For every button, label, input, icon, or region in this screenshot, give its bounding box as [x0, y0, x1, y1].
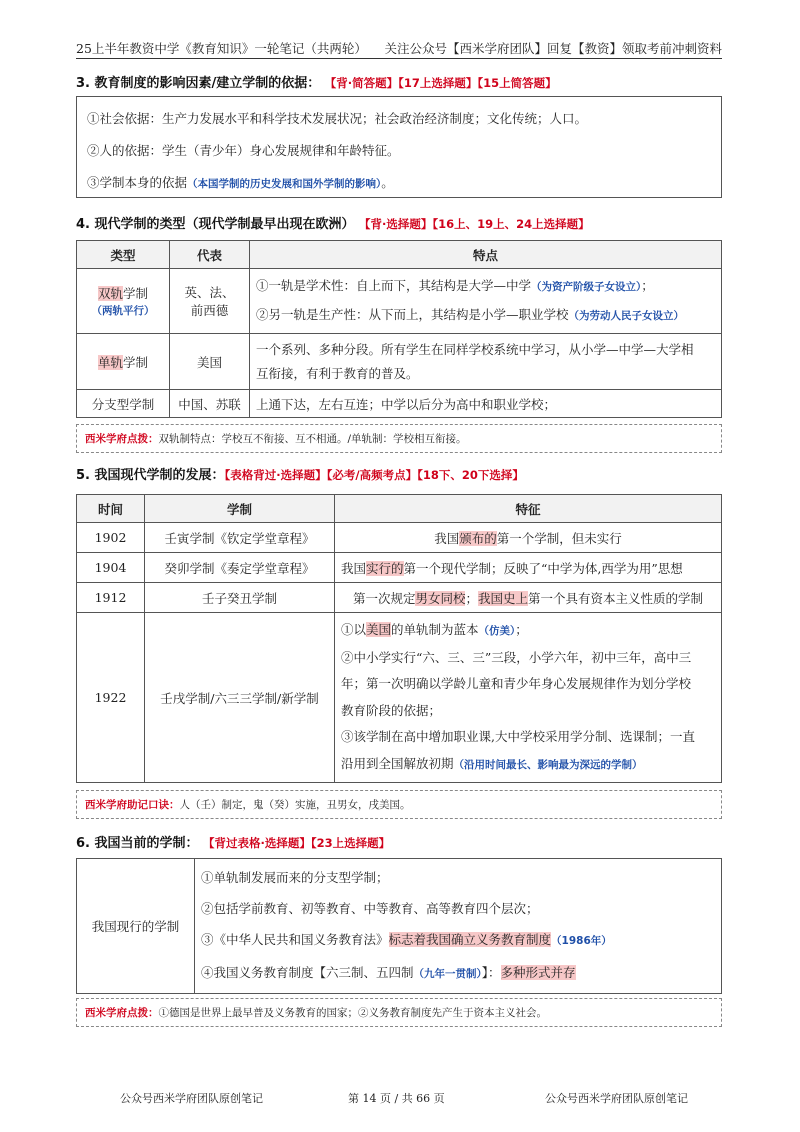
s5-r2-f2: 第一个现代学制；反映了“中学为体,西学为用”思想 — [403, 560, 683, 576]
s5-r2-feat — [335, 553, 722, 583]
s4-r1a2: （两轨平行） — [91, 305, 155, 317]
s4-r3-type: 分支型学制 — [77, 390, 170, 418]
s5-r4-sys: 壬戌学制/六三三学制/新学制 — [145, 613, 335, 783]
s5-r2-sys: 癸卯学制《奏定学堂章程》 — [145, 553, 335, 583]
s4-r2a: 学制 — [123, 354, 149, 370]
s5-note-text: 人（壬）制定，鬼（癸）实施，丑男女，戌美国。 — [179, 799, 411, 811]
s6-l1: ①单轨制发展而来的分支型学制； — [201, 870, 389, 885]
s3-box — [76, 96, 722, 198]
s5-h1: 时间 — [77, 495, 145, 523]
s5-r4f4: 教育阶段的依据； — [341, 702, 442, 718]
s5-r3-sys: 壬子癸丑学制 — [145, 583, 335, 613]
s6-l4n: （九年一贯制） — [413, 968, 482, 980]
s4-h2: 代表 — [170, 241, 250, 269]
s5-r4f1b: 的单轨制为蓝本 — [391, 622, 479, 637]
s5-r3-f2: ； — [465, 590, 478, 606]
s4-r2-feat — [250, 334, 722, 390]
s6-note-key: 西米学府点拨： — [85, 1007, 159, 1019]
s6-right — [195, 859, 722, 994]
s4-r1-type — [77, 269, 170, 334]
s4-note-text: 双轨制特点：学校互不衔接、互不相通。/单轨制：学校相互衔接。 — [158, 433, 467, 445]
s5-r1-feat — [335, 523, 722, 553]
s4-r2c1: 一个系列、多种分段。所有学生在同样学校系统中学习，从小学—中学—大学相 — [256, 341, 694, 357]
s6-note — [76, 998, 722, 1027]
s3-line2: ②人的依据：学生（青少年）身心发展规律和年龄特征。 — [87, 143, 400, 158]
s4-h3: 特点 — [250, 241, 722, 269]
s3-tag: 【背·简答题】【17上选择题】【15上简答题】 — [324, 76, 557, 90]
s4-r3-rep: 中国、苏联 — [170, 390, 250, 418]
s5-r2-f1: 我国 — [341, 560, 367, 576]
s3-title-text: 3. 教育制度的影响因素/建立学制的依据： — [76, 76, 321, 91]
s6-tag: 【背过表格·选择题】【23上选择题】 — [203, 836, 391, 850]
s5-r4f1c: ； — [515, 622, 528, 637]
s5-r4f1n: （仿美） — [478, 625, 516, 637]
header-left: 25上半年教资中学《教育知识》一轮笔记（共两轮） — [76, 41, 367, 56]
section-4-title — [76, 213, 590, 232]
s5-r3-hl2: 我国史上 — [478, 590, 529, 606]
s5-r4-time: 1922 — [77, 613, 145, 783]
s4-r2-type — [77, 334, 170, 390]
s5-note — [76, 790, 722, 819]
s6-l3n: （1986年） — [551, 935, 612, 947]
s5-r3-f1: 第一次规定 — [352, 590, 416, 606]
s5-r4f2: ②中小学实行“六、三、三”三段，小学六年，初中三年，高中三 — [341, 649, 692, 665]
footer-right: 公众号西米学府团队原创笔记 — [545, 1092, 688, 1105]
s4-r1c2n: （为劳动人民子女设立） — [568, 310, 685, 322]
s5-r1-sys: 壬寅学制《钦定学堂章程》 — [145, 523, 335, 553]
s5-h3: 特征 — [335, 495, 722, 523]
s5-r4f1a: ①以 — [341, 622, 367, 637]
section-6-title — [76, 832, 390, 851]
s6-l3h: 标志着我国确立义务教育制度 — [388, 932, 552, 947]
s6-l4a: ④我国义务教育制度【六三制、五四制 — [201, 965, 414, 980]
s4-note — [76, 424, 722, 453]
s4-title-text: 4. 现代学制的类型（现代学制最早出现在欧洲） — [76, 217, 355, 232]
s4-r1c1: ①一轨是学术性：自上而下，其结构是大学—中学 — [256, 278, 532, 293]
s5-r1-hl: 颁布的 — [459, 530, 497, 546]
s5-h2: 学制 — [145, 495, 335, 523]
footer-left: 公众号西米学府团队原创笔记 — [120, 1092, 263, 1105]
s4-r1a: 学制 — [123, 286, 149, 301]
s4-r1c1e: ； — [641, 278, 654, 293]
s6-left: 我国现行的学制 — [77, 859, 195, 994]
s3-l3b: （本国学制的历史发展和国外学制的影响） — [187, 178, 382, 190]
s5-table — [76, 494, 722, 783]
page-header — [76, 36, 722, 59]
s5-r3-hl: 男女同校 — [415, 590, 466, 606]
s5-title-text: 5. 我国现代学制的发展： — [76, 468, 225, 483]
s5-r2-hl: 实行的 — [366, 560, 404, 576]
s4-r2-rep: 美国 — [170, 334, 250, 390]
s4-r3-feat: 上通下达，左右互连；中学以后分为高中和职业学校； — [250, 390, 722, 418]
s3-l3a: ③学制本身的依据 — [87, 175, 188, 190]
s4-r2-hl: 单轨 — [97, 354, 123, 370]
s6-note-text: ①德国是世界上最早普及义务教育的国家；②义务教育制度先产生于资本主义社会。 — [158, 1007, 547, 1019]
s4-h1: 类型 — [77, 241, 170, 269]
s3-l3c: 。 — [381, 175, 394, 190]
footer-page: 第 14 页 / 共 66 页 — [348, 1092, 445, 1105]
s3-line1: ①社会依据：生产力发展水平和科学技术发展状况；社会政治经济制度；文化传统；人口。 — [87, 111, 588, 126]
s4-r1-hl: 双轨 — [97, 286, 123, 301]
s4-tag: 【背·选择题】【16上、19上、24上选择题】 — [359, 217, 590, 231]
s5-r4f6n: （沿用时间最长、影响最为深远的学制） — [453, 758, 643, 771]
s6-l4b: 】： — [481, 965, 501, 980]
s4-note-key: 西米学府点拨： — [85, 433, 159, 445]
section-5-title — [76, 464, 524, 483]
s5-r4f6a: 沿用到全国解放初期 — [341, 755, 454, 771]
s4-r1-rep — [170, 269, 250, 334]
s5-r3-feat — [335, 583, 722, 613]
s5-r1-time: 1902 — [77, 523, 145, 553]
s5-r1-f2: 第一个学制，但未实行 — [496, 530, 622, 546]
s5-note-key: 西米学府助记口诀： — [85, 799, 180, 811]
s4-r1b2: 前西德 — [190, 303, 229, 318]
s5-r1-f1: 我国 — [434, 530, 460, 546]
s6-l4h: 多种形式并存 — [500, 965, 576, 980]
s3-line3 — [87, 173, 394, 191]
s5-r4f3: 年；第一次明确以学龄儿童和青少年身心发展规律作为划分学校 — [341, 676, 692, 691]
s5-r4f5: ③该学制在高中增加职业课,大中学校采用学分制、选课制；一直 — [341, 729, 695, 744]
s5-r4-feat — [335, 613, 722, 783]
s4-r1b1: 英、法、 — [184, 285, 235, 300]
section-3-title — [76, 72, 557, 91]
s6-table — [76, 858, 722, 994]
s4-r1c1n: （为资产阶级子女设立） — [531, 281, 642, 293]
s5-r4f1h: 美国 — [366, 622, 392, 637]
s4-r2c2: 互衔接，有利于教育的普及。 — [256, 365, 419, 381]
s6-l2: ②包括学前教育、初等教育、中等教育、高等教育四个层次； — [201, 901, 539, 916]
s4-r1c2: ②另一轨是生产性：从下而上，其结构是小学—职业学校 — [256, 307, 569, 322]
s6-title-text: 6. 我国当前的学制： — [76, 836, 199, 851]
s5-tag: 【表格背过·选择题】【必考/高频考点】【18下、20下选择】 — [224, 468, 524, 482]
s5-r2-time: 1904 — [77, 553, 145, 583]
s5-r3-f3: 第一个具有资本主义性质的学制 — [528, 590, 704, 606]
s4-r1-feat — [250, 269, 722, 334]
s5-r3-time: 1912 — [77, 583, 145, 613]
s6-l3a: ③《中华人民共和国义务教育法》 — [201, 932, 389, 947]
header-right: 关注公众号【西米学府团队】回复【教资】领取考前冲刺资料 — [384, 41, 722, 56]
s4-table — [76, 240, 722, 418]
